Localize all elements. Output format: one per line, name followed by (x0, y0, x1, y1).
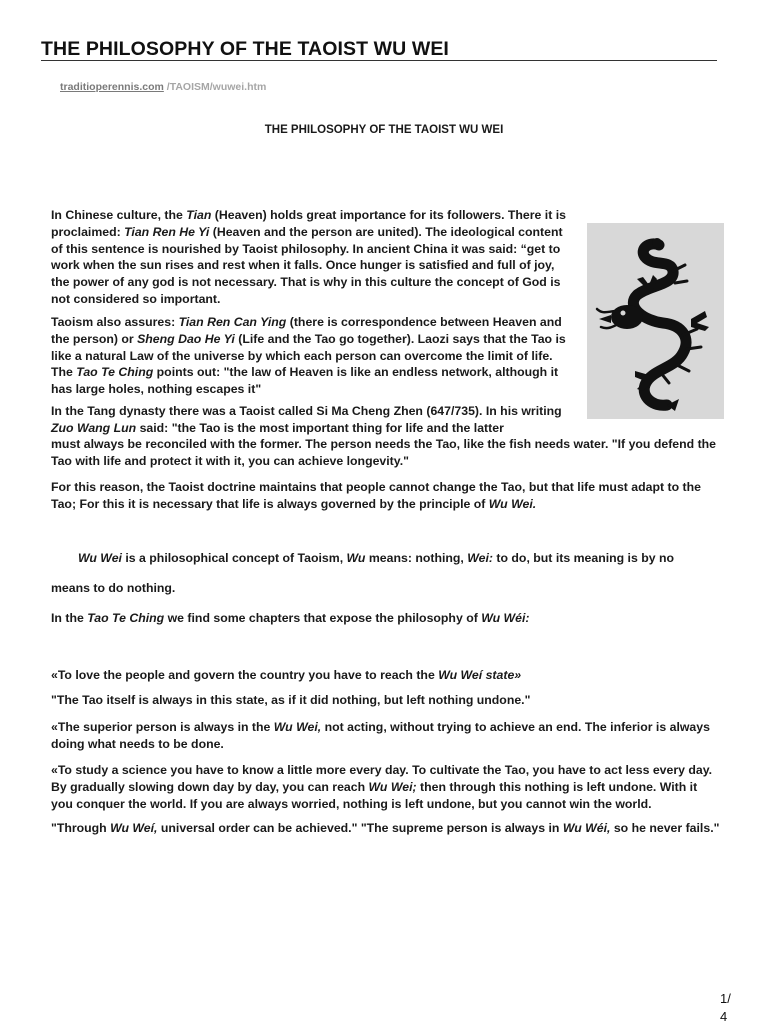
paragraph-12: "Through Wu Weí, universal order can be achieved." "The supreme person is always in Wu Wéi, so he never fails." (51, 821, 720, 835)
paragraph-6: means to do nothing. (51, 581, 176, 595)
paragraph-8: «To love the people and govern the country you have to reach the Wu Weí state» (51, 668, 522, 682)
document-title: THE PHILOSOPHY OF THE TAOIST WU WEI (41, 38, 449, 60)
page-number: 1/ 4 (720, 991, 731, 1024)
source-link-domain[interactable]: traditioperennis.com (60, 81, 164, 93)
paragraph-11: «To study a science you have to know a little more every day. To cultivate the Tao, you have to act less every day. By gradually slowing down day by day, you can reach Wu Wei; then through this nothing is left undone. With it you conquer the world. If you are always worried, nothing is left undone, but you cannot win the world. (51, 763, 713, 811)
title-rule (41, 60, 717, 61)
dragon-icon (587, 223, 724, 419)
paragraph-9: "The Tao itself is always in this state, as if it did nothing, but left nothing undone." (51, 693, 531, 707)
paragraph-4: For this reason, the Taoist doctrine maintains that people cannot change the Tao, but that life must adapt to the Tao; For this it is necessary that life is always governed by the principle of Wu Wei. (51, 480, 701, 511)
paragraph-2: Taoism also assures: Tian Ren Can Ying (there is correspondence between Heaven and the person) or Sheng Dao He Yi (Life and the Tao go together). Laozi says that the Tao is like a natural Law of the universe by which each person can overcome the limit of life. The Tao Te Ching points out: "the law of Heaven is like an endless network, although it has large holes, nothing escapes it" (51, 315, 566, 397)
paragraph-10: «The superior person is always in the Wu Wei, not acting, without trying to achieve an end. The inferior is always doing what needs to be done. (51, 720, 710, 751)
source-link-path[interactable]: /TAOISM/wuwei.htm (163, 81, 267, 93)
paragraph-3a: In the Tang dynasty there was a Taoist called Si Ma Cheng Zhen (647/735). In his writing Zuo Wang Lun said: "the Tao is the most important thing for life and the latter (51, 404, 562, 435)
page-subtitle: THE PHILOSOPHY OF THE TAOIST WU WEI (264, 124, 504, 136)
paragraph-5: Wu Wei is a philosophical concept of Taoism, Wu means: nothing, Wei: to do, but its meaning is by no (78, 551, 675, 565)
paragraph-7: In the Tao Te Ching we find some chapters that expose the philosophy of Wu Wéi: (51, 611, 530, 625)
source-line (60, 81, 266, 93)
dragon-image (587, 223, 724, 419)
paragraph-3b: must always be reconciled with the former. The person needs the Tao, like the fish needs water. "If you defend the Tao with life and protect it with it, you can achieve longevity." (51, 437, 717, 468)
paragraph-1: In Chinese culture, the Tian (Heaven) holds great importance for its followers. There it is proclaimed: Tian Ren He Yi (Heaven and the person are united). The ideological content of this sentence is nourished by Taoist philosophy. In ancient China it was said: “get to work when the sun rises and rest when it falls. Once hunger is satisfied and full of joy, the power of any god is not necessary. That is why in this culture the concept of God is not considered so important. (51, 208, 566, 306)
